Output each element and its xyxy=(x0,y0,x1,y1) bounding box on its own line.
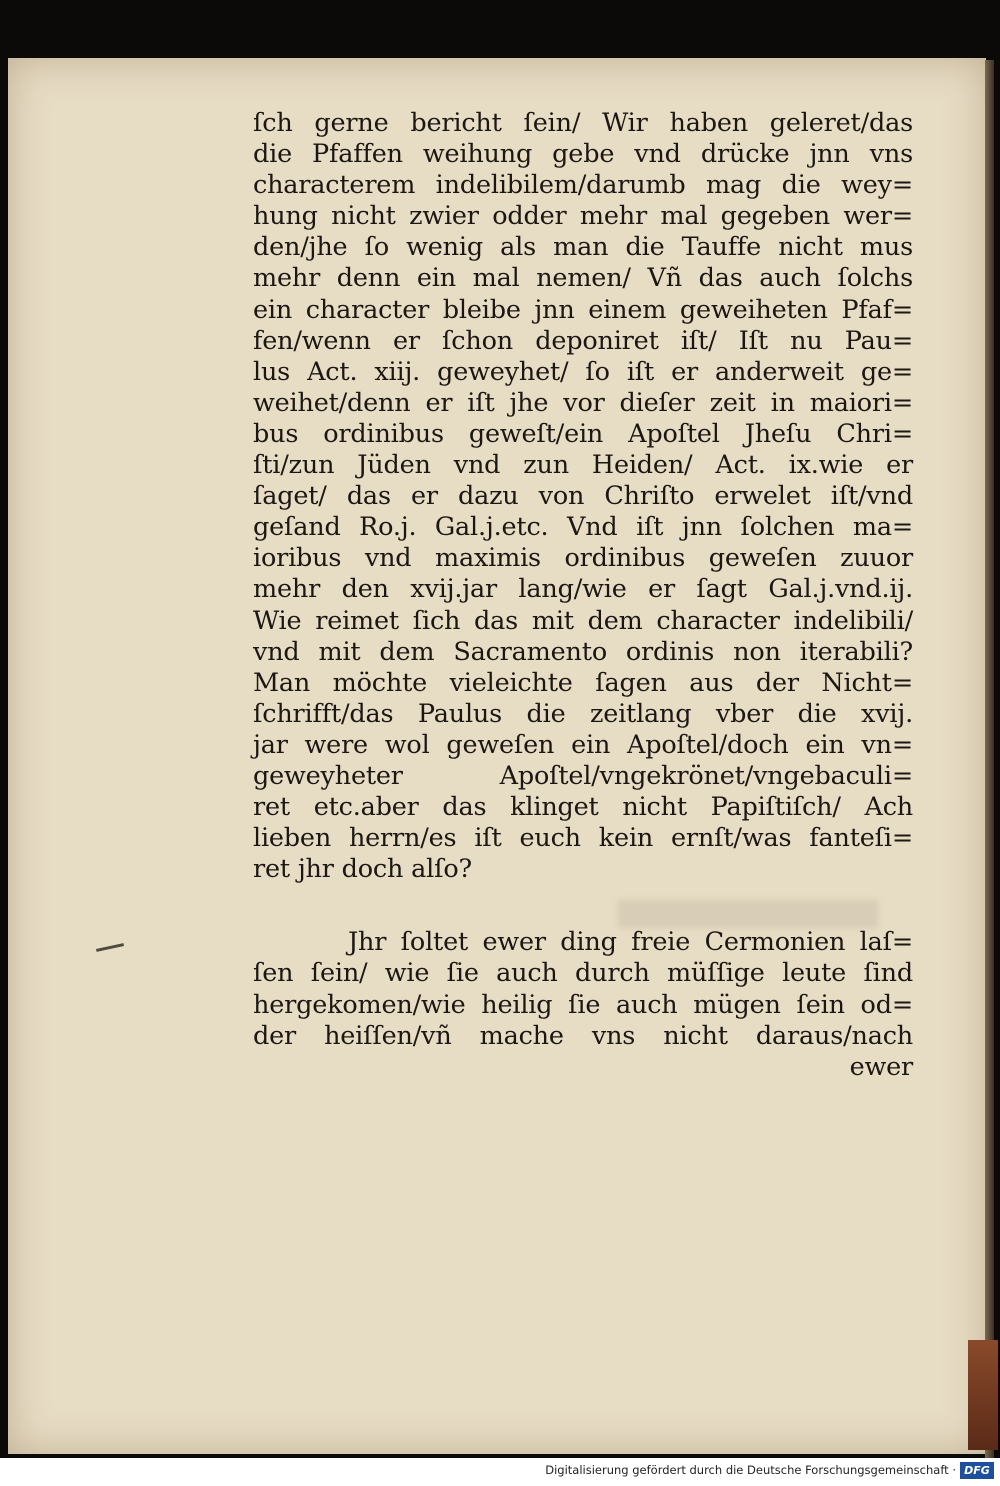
text-line: Jhr ſoltet ewer ding freie Cermonien laſ= xyxy=(348,927,913,958)
paragraph-gap xyxy=(253,885,913,927)
text-line: ret jhr doch alſo? xyxy=(253,854,472,885)
text-line: mehr den xvij.jar lang/wie er ſagt Gal.j.vnd.ij. xyxy=(253,574,913,605)
binding-edge xyxy=(968,1340,998,1450)
text-line: lieben herrn/es iſt euch kein ernſt/was fanteſi= xyxy=(253,823,913,854)
text-line: ein character bleibe jnn einem geweiheten Pfaf= xyxy=(253,294,913,325)
text-line: bus ordinibus geweſt/ein Apoſtel Jheſu Chri= xyxy=(253,418,913,449)
dfg-logo-icon: DFG xyxy=(960,1462,994,1479)
text-line: ret etc.aber das klinget nicht Papiſtiſch/ Ach xyxy=(253,792,913,823)
text-line: den/jhe ſo wenig als man die Tauffe nicht mus xyxy=(253,232,913,263)
text-line: ſti/zun Jüden vnd zun Heiden/ Act. ix.wie er xyxy=(253,450,913,481)
body-text xyxy=(253,108,913,1083)
text-line: der heiſſen/vñ mache vns nicht daraus/nach xyxy=(253,1020,913,1051)
text-line: weihet/denn er iſt jhe vor dieſer zeit in maiori= xyxy=(253,387,913,418)
text-line: die Pfaffen weihung gebe vnd drücke jnn vns xyxy=(253,139,913,170)
text-line: Man möchte vieleichte ſagen aus der Nicht= xyxy=(253,667,913,698)
text-line: hergekomen/wie heilig ſie auch mügen ſein od= xyxy=(253,989,913,1020)
text-line: ſch gerne bericht ſein/ Wir haben geleret/das xyxy=(253,108,913,138)
text-line: mehr denn ein mal nemen/ Vñ das auch ſolchs xyxy=(253,263,913,294)
text-line: ſchrifft/das Paulus die zeitlang vber die xvij. xyxy=(253,698,913,729)
catchword: ewer xyxy=(849,1051,913,1082)
text-line: characterem indelibilem/darumb mag die wey= xyxy=(253,170,913,201)
digitization-credit: Digitalisierung gefördert durch die Deutsche Forschungsgemeinschaft · xyxy=(545,1463,956,1477)
text-line: lus Act. xiij. geweyhet/ ſo iſt er anderweit ge= xyxy=(253,356,913,387)
text-line: fen/wenn er ſchon deponiret iſt/ Iſt nu Pau= xyxy=(253,325,913,356)
text-line: ioribus vnd maximis ordinibus geweſen zuuor xyxy=(253,543,913,574)
text-line: geweyheter Apoſtel/vngekrönet/vngebaculi= xyxy=(253,760,913,791)
text-line: vnd mit dem Sacramento ordinis non iterabili? xyxy=(253,636,913,667)
text-line: hung nicht zwier odder mehr mal gegeben wer= xyxy=(253,201,913,232)
page-edge xyxy=(985,60,994,1460)
text-line: ſaget/ das er dazu von Chriſto erwelet iſt/vnd xyxy=(253,481,913,512)
text-line: ſen ſein/ wie ſie auch durch müſſige leute ſind xyxy=(253,958,913,989)
text-line: geſand Ro.j. Gal.j.etc. Vnd iſt jnn ſolchen ma= xyxy=(253,512,913,543)
text-line: jar were wol geweſen ein Apoſtel/doch ein vn= xyxy=(253,729,913,760)
text-line: Wie reimet ſich das mit dem character indelibili/ xyxy=(253,605,913,636)
